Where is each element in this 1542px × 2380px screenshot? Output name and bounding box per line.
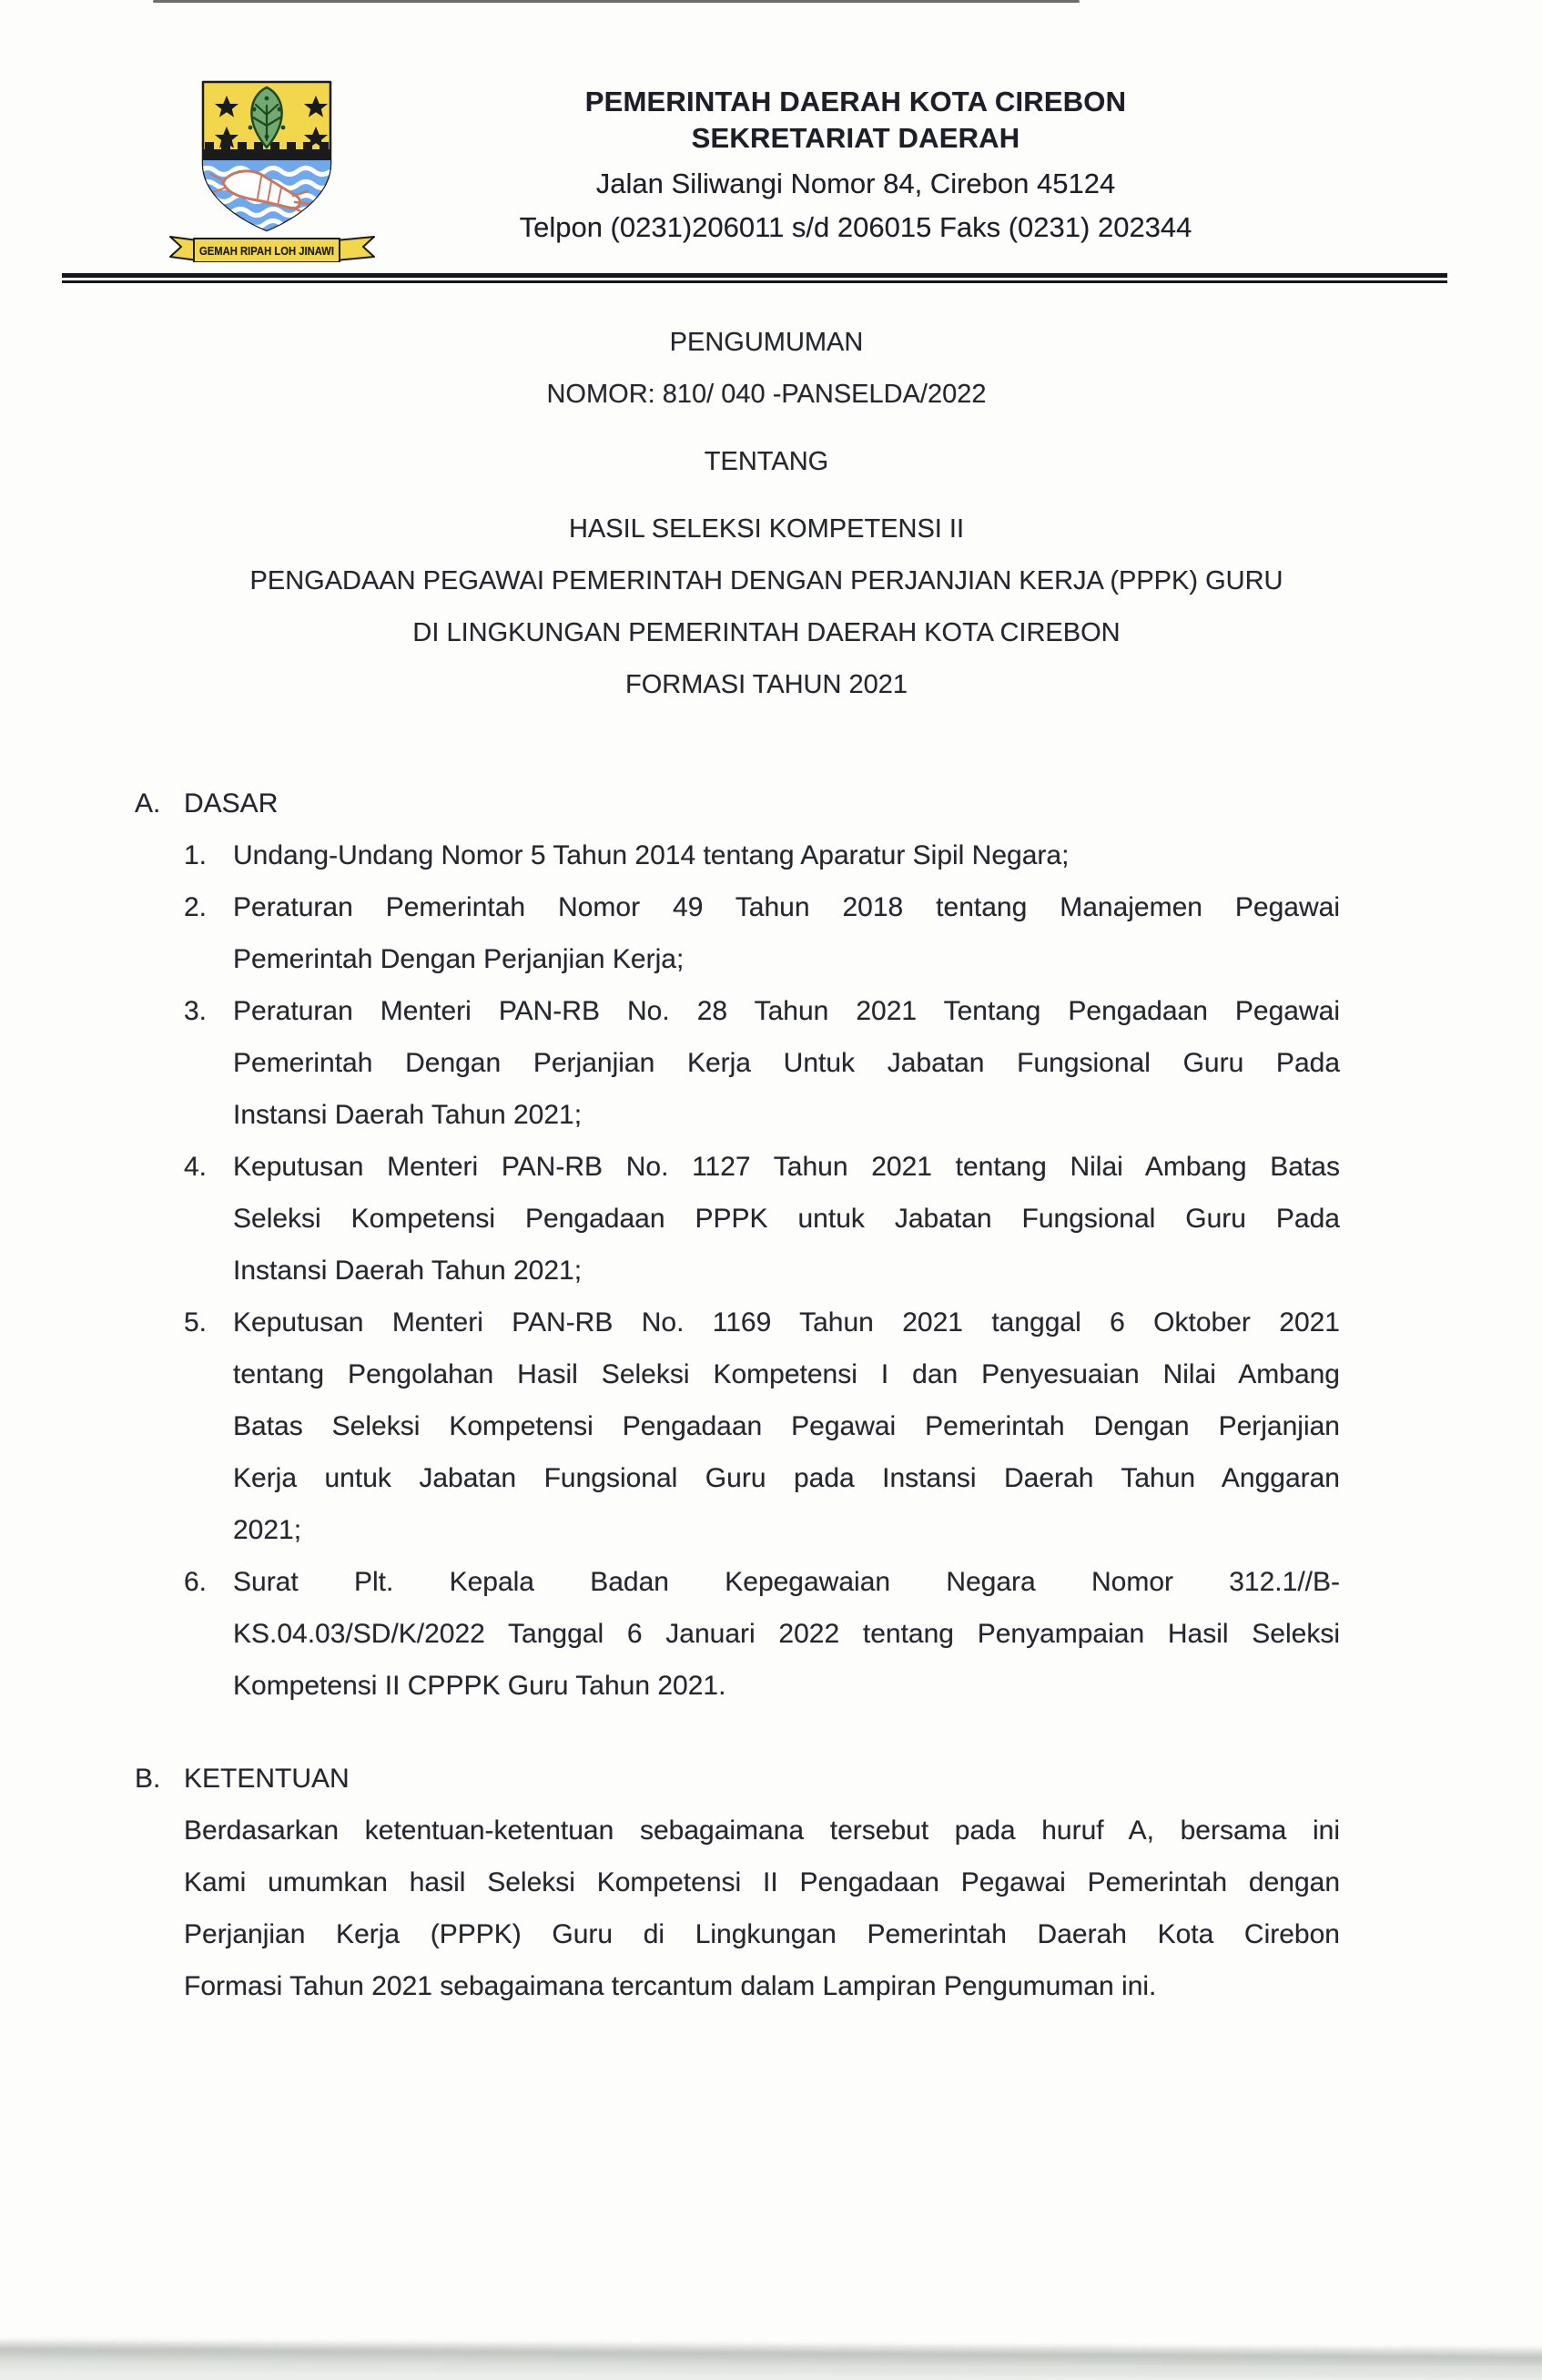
phone-line: Telpon (0231)206011 s/d 206015 Faks (0231) 202344 xyxy=(519,211,1192,243)
title-block xyxy=(142,317,1391,711)
list-item-line: Instansi Daerah Tahun 2021; xyxy=(233,1256,583,1286)
list-item-line: Keputusan Menteri PAN-RB No. 1169 Tahun 2021 tanggal 6 Oktober 2021 xyxy=(233,1307,1340,1337)
list-item-line: Seleksi Kompetensi Pengadaan PPPK untuk Jabatan Fungsional Guru Pada xyxy=(233,1204,1340,1234)
list-item-line: Batas Seleksi Kompetensi Pengadaan Pegawai Pemerintah Dengan Perjanjian xyxy=(233,1411,1340,1441)
motto-text: GEMAH RIPAH LOH JINAWI xyxy=(199,244,334,258)
divider-thin-line xyxy=(62,280,1447,283)
letterhead-divider xyxy=(62,273,1447,283)
org-unit: SEKRETARIAT DAERAH xyxy=(691,122,1020,154)
scan-artifact-page-bottom xyxy=(0,2365,1542,2380)
list-item-line: Peraturan Menteri PAN-RB No. 28 Tahun 2021 Tentang Pengadaan Pegawai xyxy=(233,996,1340,1026)
scan-artifact-top-edge xyxy=(153,0,1080,3)
list-item-line: 2021; xyxy=(233,1515,302,1545)
paragraph-line: Kami umumkan hasil Seleksi Kompetensi II Pengadaan Pegawai Pemerintah dengan xyxy=(184,1867,1340,1897)
address-line: Jalan Siliwangi Nomor 84, Cirebon 45124 xyxy=(595,168,1116,199)
section-label: B. xyxy=(135,1764,161,1794)
about-label: TENTANG xyxy=(704,447,829,476)
subject-line: HASIL SELEKSI KOMPETENSI II xyxy=(568,514,965,544)
subject-line: DI LINGKUNGAN PEMERINTAH DAERAH KOTA CIREBON xyxy=(412,618,1121,647)
list-item-line: Keputusan Menteri PAN-RB No. 1127 Tahun 2021 tentang Nilai Ambang Batas xyxy=(233,1152,1340,1182)
letterhead xyxy=(364,84,1347,246)
list-item-line: Peraturan Pemerintah Nomor 49 Tahun 2018 tentang Manajemen Pegawai xyxy=(233,892,1340,922)
subject-line: FORMASI TAHUN 2021 xyxy=(625,670,908,699)
section-title: DASAR xyxy=(184,788,279,819)
list-item-line: Kompetensi II CPPPK Guru Tahun 2021. xyxy=(233,1671,726,1701)
list-item-line: Undang-Undang Nomor 5 Tahun 2014 tentang Aparatur Sipil Negara; xyxy=(233,840,1070,870)
document-body xyxy=(135,778,1340,2012)
paragraph-line: Formasi Tahun 2021 sebagaimana tercantum dalam Lampiran Pengumuman ini. xyxy=(184,1971,1157,2001)
list-item-line: Instansi Daerah Tahun 2021; xyxy=(233,1100,583,1130)
list-item-number: 1. xyxy=(184,840,208,870)
list-item xyxy=(184,985,1340,1141)
list-item-line: Surat Plt. Kepala Badan Kepegawaian Negara Nomor 312.1//B- xyxy=(233,1567,1340,1597)
list-item xyxy=(184,1141,1340,1297)
doc-number: NOMOR: 810/ 040 -PANSELDA/2022 xyxy=(546,380,987,409)
list-item-number: 2. xyxy=(184,892,208,922)
list-item-line: Pemerintah Dengan Perjanjian Kerja; xyxy=(233,944,685,974)
list-item-line: Pemerintah Dengan Perjanjian Kerja Untuk Jabatan Fungsional Guru Pada xyxy=(233,1048,1340,1078)
section-label: A. xyxy=(135,788,161,819)
list-item-number: 5. xyxy=(184,1307,208,1337)
list-item-line: Kerja untuk Jabatan Fungsional Guru pada Instansi Daerah Tahun Anggaran xyxy=(233,1463,1340,1493)
subject-line: PENGADAAN PEGAWAI PEMERINTAH DENGAN PERJANJIAN KERJA (PPPK) GURU xyxy=(249,566,1283,595)
list-item xyxy=(184,829,1340,881)
divider-thick-line xyxy=(62,273,1447,278)
section-b-heading xyxy=(135,1753,1340,1805)
org-name: PEMERINTAH DAERAH KOTA CIREBON xyxy=(584,86,1127,117)
list-item-number: 6. xyxy=(184,1567,208,1597)
paragraph-line: Berdasarkan ketentuan-ketentuan sebagaimana tersebut pada huruf A, bersama ini xyxy=(184,1816,1340,1846)
cirebon-city-emblem xyxy=(168,80,376,262)
list-item xyxy=(184,881,1340,985)
provision-paragraph xyxy=(184,1805,1340,2012)
list-item-line: tentang Pengolahan Hasil Seleksi Kompetensi I dan Penyesuaian Nilai Ambang xyxy=(233,1359,1340,1389)
section-title: KETENTUAN xyxy=(184,1764,350,1794)
section-a-heading xyxy=(135,778,1340,829)
paragraph-line: Perjanjian Kerja (PPPK) Guru di Lingkungan Pemerintah Daerah Kota Cirebon xyxy=(184,1919,1340,1949)
list-item xyxy=(184,1297,1340,1556)
list-item-number: 3. xyxy=(184,996,208,1026)
legal-basis-list xyxy=(184,829,1340,1712)
doc-type: PENGUMUMAN xyxy=(669,328,864,357)
list-item xyxy=(184,1556,1340,1712)
list-item-line: KS.04.03/SD/K/2022 Tanggal 6 Januari 2022 tentang Penyampaian Hasil Seleksi xyxy=(233,1619,1340,1649)
list-item-number: 4. xyxy=(184,1152,208,1182)
